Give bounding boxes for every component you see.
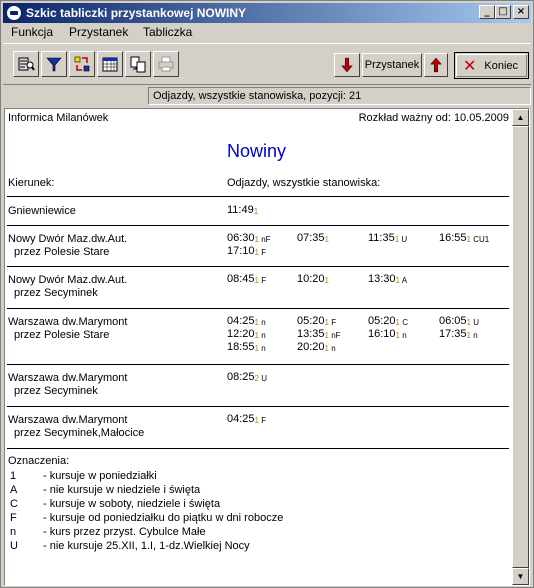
departure-mark: 1 <box>324 276 329 285</box>
copy-icon <box>129 55 147 73</box>
legend-key: F <box>10 512 17 524</box>
divider <box>7 225 509 226</box>
departure-time <box>368 328 407 340</box>
divider <box>7 266 509 267</box>
legend-description: - kursuje od poniedziałku do piątku w dni robocze <box>43 512 284 524</box>
company-name: Informica Milanówek <box>8 112 109 124</box>
legend-key: A <box>10 484 18 496</box>
departure-time <box>227 341 266 353</box>
departure-flags: F <box>328 318 337 327</box>
departure-time <box>439 328 478 340</box>
departure-mark: 1 <box>254 248 259 257</box>
departure-clock: 05:20 <box>368 315 396 327</box>
arrow-up-icon <box>430 57 442 73</box>
departure-flags: n <box>258 318 266 327</box>
departure-flags: n <box>258 344 266 353</box>
departure-time <box>227 315 266 327</box>
departure-mark: 1 <box>324 344 329 353</box>
timetable-document <box>5 109 511 585</box>
divider <box>7 406 509 407</box>
close-x-icon: ✕ <box>463 56 477 75</box>
legend-key: 1 <box>10 470 17 482</box>
departure-clock: 13:30 <box>368 273 396 285</box>
stop-label-button[interactable]: Przystanek <box>362 53 422 77</box>
route-via: przez Secyminek <box>14 287 98 299</box>
departure-clock: 17:10 <box>227 245 255 257</box>
departure-mark: 1 <box>466 331 471 340</box>
departure-time <box>368 232 407 244</box>
departure-flags: F <box>258 416 267 425</box>
departure-clock: 10:20 <box>297 273 325 285</box>
departure-clock: 06:05 <box>439 315 467 327</box>
menu-tabliczka[interactable]: Tabliczka <box>143 25 193 39</box>
title-bar[interactable] <box>3 3 531 23</box>
stop-title: Nowiny <box>227 141 287 161</box>
departure-mark: 1 <box>254 318 259 327</box>
departure-time <box>227 413 266 425</box>
departure-clock: 04:25 <box>227 315 255 327</box>
departure-time <box>297 341 336 353</box>
departure-clock: 08:45 <box>227 273 255 285</box>
departure-time <box>297 273 329 285</box>
departure-time <box>439 232 489 244</box>
departure-clock: 13:35 <box>297 328 325 340</box>
menu-przystanek[interactable]: Przystanek <box>69 25 129 39</box>
print-icon <box>157 55 175 73</box>
valid-from: Rozkład ważny od: 10.05.2009 <box>358 112 509 124</box>
departure-flags: U <box>470 318 479 327</box>
route-destination: Warszawa dw.Marymont <box>8 414 128 426</box>
scroll-thumb[interactable] <box>512 126 529 568</box>
route-destination: Gniewniewice <box>8 205 76 217</box>
departure-clock: 11:49 <box>227 204 254 216</box>
filter-icon <box>45 55 63 73</box>
legend-description: - kursuje w soboty, niedziele i święta <box>43 498 221 510</box>
window-title: Szkic tabliczki przystankowej NOWINY <box>26 6 247 20</box>
route-via: przez Polesie Stare <box>14 246 110 258</box>
legend-key: C <box>10 498 18 510</box>
departure-flags: F <box>258 248 267 257</box>
legend-description: - nie kursuje 25.XII, 1.I, 1-dz.Wielkiej Nocy <box>43 540 250 552</box>
departure-flags: U <box>258 374 267 383</box>
map-button[interactable] <box>13 51 39 77</box>
shuffle-button[interactable] <box>69 51 95 77</box>
divider <box>7 448 509 449</box>
departure-clock: 04:25 <box>227 413 255 425</box>
departure-time <box>297 328 341 340</box>
departure-flags: n <box>399 331 407 340</box>
departure-mark: 1 <box>394 235 400 244</box>
departure-time <box>297 315 336 327</box>
departure-time <box>368 315 408 327</box>
departure-time <box>227 328 266 340</box>
scroll-down-button[interactable]: ▼ <box>512 568 529 585</box>
filter-button[interactable] <box>41 51 67 77</box>
departure-flags: U <box>399 235 408 244</box>
departure-flags: C <box>399 318 408 327</box>
menu-funkcja[interactable]: Funkcja <box>11 25 54 39</box>
print-button[interactable] <box>153 51 179 77</box>
scroll-up-button[interactable]: ▲ <box>512 109 529 126</box>
departure-time <box>227 232 271 244</box>
departure-clock: 07:35 <box>297 232 325 244</box>
menu-bar <box>3 23 531 42</box>
departure-flags: A <box>399 276 408 285</box>
departure-clock: 18:55 <box>227 341 255 353</box>
exit-button[interactable] <box>454 52 529 79</box>
departure-mark: 1 <box>466 318 471 327</box>
divider <box>7 308 509 309</box>
departure-clock: 05:20 <box>297 315 325 327</box>
direction-header: Kierunek: <box>8 177 55 189</box>
exit-button-label: Koniec <box>484 59 519 72</box>
departure-mark: 1 <box>254 235 259 244</box>
route-via: przez Secyminek,Małocice <box>14 427 145 439</box>
departure-mark: 1 <box>466 235 471 244</box>
vertical-scrollbar[interactable] <box>512 109 529 585</box>
departure-flags: n <box>328 344 336 353</box>
departure-mark: 1 <box>324 318 329 327</box>
departure-mark: 1 <box>324 331 329 340</box>
departure-mark: 1 <box>324 235 329 244</box>
departure-mark: 1 <box>395 276 400 285</box>
status-bar <box>3 86 531 106</box>
divider <box>7 196 509 197</box>
departure-clock: 12:20 <box>227 328 255 340</box>
departure-clock: 17:35 <box>439 328 467 340</box>
departure-time <box>227 204 258 216</box>
departure-mark: 1 <box>395 331 400 340</box>
departure-clock: 20:20 <box>297 341 325 353</box>
minimize-button[interactable]: _ <box>479 5 495 19</box>
copy-button[interactable] <box>125 51 151 77</box>
departure-flags: n <box>470 331 478 340</box>
toolbar <box>3 43 531 85</box>
departure-mark: 1 <box>253 207 259 216</box>
calendar-button[interactable] <box>97 51 123 77</box>
departure-clock: 11:35 <box>368 232 395 244</box>
departure-flags: n <box>258 331 266 340</box>
timetable-view[interactable] <box>4 108 530 586</box>
departure-time <box>227 273 266 285</box>
route-via: przez Secyminek <box>14 385 98 397</box>
legend-title: Oznaczenia: <box>8 455 70 467</box>
close-button[interactable]: × <box>513 5 529 19</box>
shuffle-icon <box>73 55 91 73</box>
legend-description: - kurs przez przyst. Cybulce Małe <box>43 526 206 538</box>
departure-flags: CU1 <box>470 235 490 244</box>
departure-flags: nF <box>328 331 341 340</box>
departure-mark: 1 <box>395 318 400 327</box>
departure-mark: 1 <box>254 276 259 285</box>
departures-header: Odjazdy, wszystkie stanowiska: <box>227 177 381 189</box>
departure-flags: nF <box>258 235 271 244</box>
divider <box>7 364 509 365</box>
route-destination: Nowy Dwór Maz.dw.Aut. <box>8 274 128 286</box>
legend-description: - nie kursuje w niedziele i święta <box>43 484 201 496</box>
departure-mark: 2 <box>254 374 259 383</box>
arrow-down-icon <box>341 57 353 73</box>
route-destination: Warszawa dw.Marymont <box>8 316 128 328</box>
departure-mark: 1 <box>254 344 259 353</box>
departure-time <box>227 371 267 383</box>
departure-clock: 16:10 <box>368 328 396 340</box>
map-icon <box>17 55 35 73</box>
departure-mark: 1 <box>254 416 259 425</box>
departure-mark: 1 <box>254 331 259 340</box>
departure-clock: 06:30 <box>227 232 255 244</box>
departure-time <box>297 232 329 244</box>
legend-key: n <box>10 526 17 538</box>
status-text: Odjazdy, wszystkie stanowiska, pozycji: 21 <box>148 87 531 105</box>
departure-time <box>368 273 407 285</box>
route-destination: Nowy Dwór Maz.dw.Aut. <box>8 233 128 245</box>
legend-key: U <box>10 540 18 552</box>
departure-clock: 16:55 <box>439 232 467 244</box>
departure-clock: 08:25 <box>227 371 255 383</box>
departure-flags: F <box>258 276 267 285</box>
legend-description: - kursuje w poniedziałki <box>43 470 157 482</box>
calendar-icon <box>101 55 119 73</box>
route-destination: Warszawa dw.Marymont <box>8 372 128 384</box>
prev-stop-button[interactable] <box>334 53 360 77</box>
departure-time <box>227 245 266 257</box>
departure-time <box>439 315 479 327</box>
route-via: przez Polesie Stare <box>14 329 110 341</box>
maximize-button[interactable]: □ <box>495 5 511 19</box>
next-stop-button[interactable] <box>424 53 448 77</box>
bus-app-icon <box>6 5 22 21</box>
